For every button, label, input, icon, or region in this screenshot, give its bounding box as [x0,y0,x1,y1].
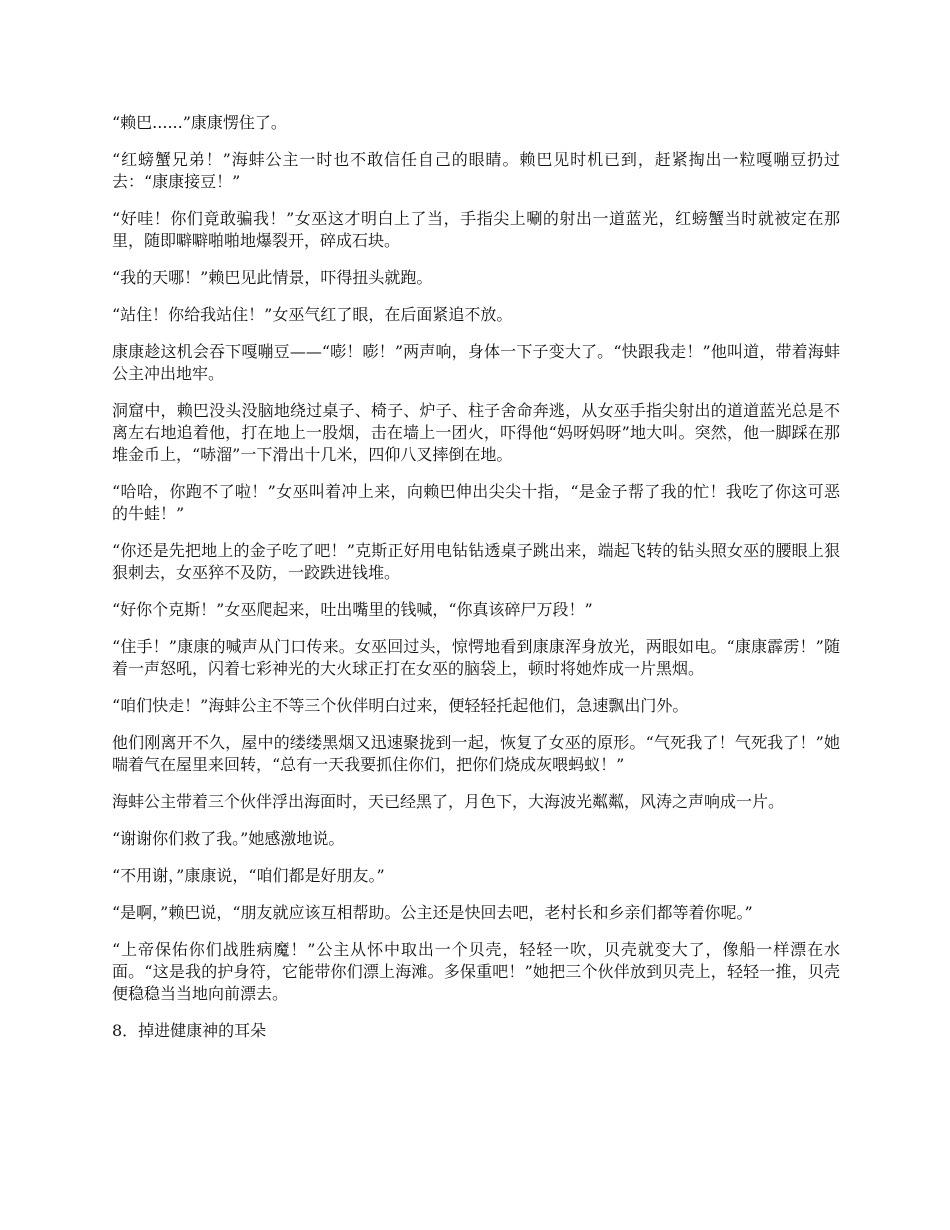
paragraph-6: 康康趁这机会吞下嘎嘣豆——“嘭！嘭！”两声响，身体一下子变大了。“快跟我走！”他叫道，带着海蚌公主冲出地牢。 [112,342,840,383]
paragraph-2: “红螃蟹兄弟！”海蚌公主一时也不敢信任自己的眼睛。赖巴见时机已到，赶紧掏出一粒嘎嘣豆扔过去：“康康接豆！” [112,150,840,191]
paragraph-10: “好你个克斯！”女巫爬起来，吐出嘴里的钱喊，“你真该碎尸万段！” [112,600,593,619]
paragraph-12: “咱们快走！”海蚌公主不等三个伙伴明白过来，便轻轻托起他们，急速飘出门外。 [112,696,689,715]
paragraph-9: “你还是先把地上的金子吃了吧！”克斯正好用电钻钻透桌子跳出来，端起飞转的钻头照女巫的腰眼上狠狠刺去，女巫猝不及防，一跤跌进钱堆。 [112,541,840,582]
paragraph-8: “哈哈，你跑不了啦！”女巫叫着冲上来，向赖巴伸出尖尖十指，“是金子帮了我的忙！我吃了你这可恶的牛蛙！” [112,482,840,523]
paragraph-1: “赖巴......”康康愣住了。 [112,113,287,132]
paragraph-5: “站住！你给我站住！”女巫气红了眼，在后面紧追不放。 [112,305,513,324]
paragraph-13: 他们刚离开不久，屋中的缕缕黑烟又迅速聚拢到一起，恢复了女巫的原形。“气死我了！气死我了！”她喘着气在屋里来回转，“总有一天我要抓住你们，把你们烧成灰喂蚂蚁！” [112,733,840,774]
paragraph-15: “谢谢你们救了我。”她感激地说。 [112,829,345,848]
paragraph-16: “不用谢，”康康说，“咱们都是好朋友。” [112,866,385,885]
document-body [112,112,840,1057]
paragraph-4: “我的天哪！”赖巴见此情景，吓得扭头就跑。 [112,268,433,287]
paragraph-18: “上帝保佑你们战胜病魔！”公主从怀中取出一个贝壳，轻轻一吹，贝壳就变大了，像船一样漂在水面。“这是我的护身符，它能带你们漂上海滩。多保重吧！”她把三个伙伴放到贝壳上，轻轻一推，贝壳便稳稳当当地向前漂去。 [112,940,840,1003]
paragraph-17: “是啊，”赖巴说，“朋友就应该互相帮助。公主还是快回去吧，老村长和乡亲们都等着你呢。” [112,903,753,922]
paragraph-3: “好哇！你们竟敢骗我！”女巫这才明白上了当，手指尖上唰的射出一道蓝光，红螃蟹当时就被定在那里，随即噼噼啪啪地爆裂开，碎成石块。 [112,209,840,250]
paragraph-11: “住手！”康康的喊声从门口传来。女巫回过头，惊愕地看到康康浑身放光，两眼如电。“康康霹雳！”随着一声怒吼，闪着七彩神光的大火球正打在女巫的脑袋上，顿时将她炸成一片黑烟。 [112,637,840,678]
paragraph-7: 洞窟中，赖巴没头没脑地绕过桌子、椅子、炉子、柱子舍命奔逃，从女巫手指尖射出的道道蓝光总是不离左右地追着他，打在地上一股烟，击在墙上一团火，吓得他“妈呀妈呀”地大叫。突然，他一脚踩在那堆金币上，“哧溜”一下滑出十几米，四仰八叉摔倒在地。 [112,401,840,464]
paragraph-14: 海蚌公主带着三个伙伴浮出海面时，天已经黑了，月色下，大海波光粼粼，风涛之声响成一片。 [112,792,785,811]
section-heading: 8．掉进健康神的耳朵 [112,1021,267,1040]
